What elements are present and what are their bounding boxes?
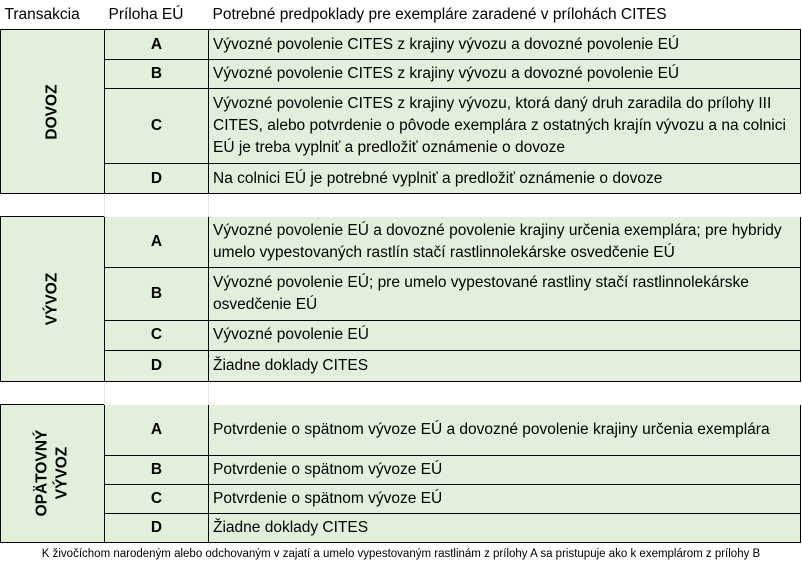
- transaction-label-export: VÝVOZ: [43, 272, 61, 326]
- header-requirements[interactable]: Potrebné predpoklady pre exempláre zaradené v prílohách CITES: [209, 0, 801, 30]
- transaction-label-reexport-line1: OPÄTOVNÝ: [33, 429, 51, 517]
- table-row: [1, 455, 801, 484]
- requirement-cell[interactable]: Žiadne doklady CITES: [209, 350, 801, 381]
- annex-cell[interactable]: C: [105, 320, 209, 350]
- header-row: [1, 0, 801, 30]
- annex-cell[interactable]: D: [105, 350, 209, 381]
- transaction-label-import: DOVOZ: [43, 83, 61, 140]
- transaction-label-reexport-line2: VÝVOZ: [53, 446, 71, 500]
- footnote: K živočíchom narodeným alebo odchovaným v zajatí a umelo vypestovaným rastlinám z prílohy A sa pristupuje ako k exemplárom z prílohy B: [41, 548, 761, 560]
- table-row: [1, 484, 801, 513]
- table-row: [1, 30, 801, 60]
- table-row: [1, 405, 801, 456]
- annex-cell[interactable]: B: [105, 268, 209, 321]
- spacer-row: [1, 382, 801, 405]
- table-row: [1, 60, 801, 89]
- table-row: [1, 350, 801, 381]
- annex-cell[interactable]: B: [105, 60, 209, 89]
- table-row: [1, 268, 801, 321]
- transaction-cell-reexport[interactable]: [1, 405, 105, 543]
- transaction-cell-import[interactable]: [1, 30, 105, 194]
- requirement-cell[interactable]: Vývozné povolenie CITES z krajiny vývozu, ktorá daný druh zaradila do prílohy III CITES, alebo potvrdenie o pôvode exemplára z ostatných krajín vývozu a na colnici EÚ je treba vyplniť a predložiť oznámenie o dovoze: [209, 89, 801, 164]
- requirement-cell[interactable]: Žiadne doklady CITES: [209, 513, 801, 542]
- requirement-cell[interactable]: Vývozné povolenie CITES z krajiny vývozu a dovozné povolenie EÚ: [209, 60, 801, 89]
- annex-cell[interactable]: A: [105, 30, 209, 60]
- annex-cell[interactable]: C: [105, 484, 209, 513]
- table-row: [1, 164, 801, 194]
- requirement-cell[interactable]: Na colnici EÚ je potrebné vyplniť a predložiť oznámenie o dovoze: [209, 164, 801, 194]
- requirement-cell[interactable]: Potvrdenie o spätnom vývoze EÚ: [209, 455, 801, 484]
- annex-cell[interactable]: B: [105, 455, 209, 484]
- annex-cell[interactable]: A: [105, 405, 209, 456]
- transaction-cell-export[interactable]: [1, 217, 105, 382]
- requirement-cell[interactable]: Potvrdenie o spätnom vývoze EÚ a dovozné povolenie krajiny určenia exemplára: [209, 405, 801, 456]
- header-transaction[interactable]: Transakcia: [1, 0, 105, 30]
- requirement-cell[interactable]: Vývozné povolenie EÚ: [209, 320, 801, 350]
- header-annex[interactable]: Príloha EÚ: [105, 0, 209, 30]
- table-row: [1, 89, 801, 164]
- annex-cell[interactable]: C: [105, 89, 209, 164]
- table-row: [1, 217, 801, 268]
- requirement-cell[interactable]: Vývozné povolenie EÚ a dovozné povolenie krajiny určenia exemplára; pre hybridy umelo vypestovaných rastlín stačí rastlinnolekárske osvedčenie EÚ: [209, 217, 801, 268]
- spacer-row: [1, 194, 801, 217]
- requirement-cell[interactable]: Vývozné povolenie CITES z krajiny vývozu a dovozné povolenie EÚ: [209, 30, 801, 60]
- annex-cell[interactable]: D: [105, 164, 209, 194]
- annex-cell[interactable]: A: [105, 217, 209, 268]
- table-row: [1, 320, 801, 350]
- transaction-label-reexport: [32, 429, 72, 516]
- table-row: [1, 513, 801, 542]
- annex-cell[interactable]: D: [105, 513, 209, 542]
- requirement-cell[interactable]: Vývozné povolenie EÚ; pre umelo vypestované rastliny stačí rastlinnolekárske osvedčenie EÚ: [209, 268, 801, 321]
- requirement-cell[interactable]: Potvrdenie o spätnom vývoze EÚ: [209, 484, 801, 513]
